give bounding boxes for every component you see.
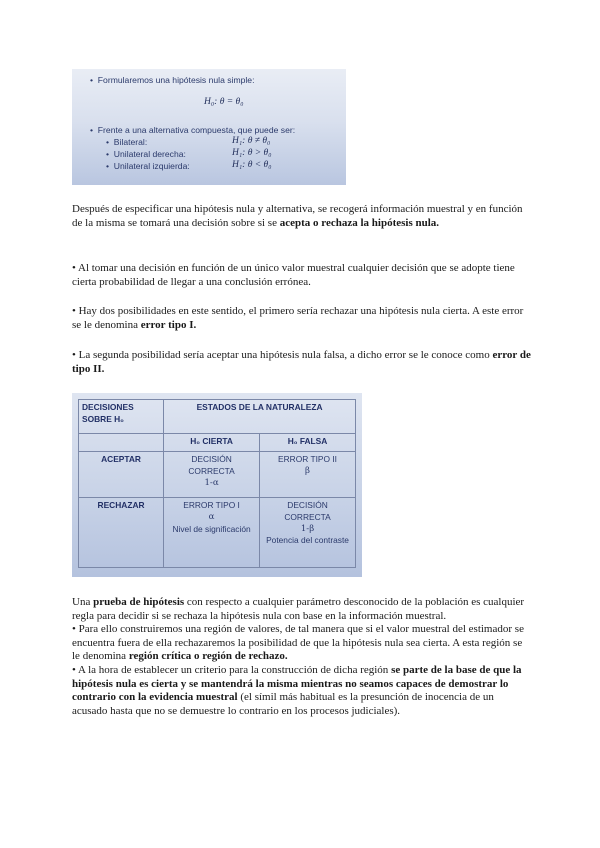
slide-bullet-2: • Frente a una alternativa compuesta, que puede ser: bbox=[90, 125, 296, 135]
paragraph-error-type-1: • Hay dos posibilidades en este sentido, el primero sería rechazar una hipótesis nula cierta. A este error se le denomina error tipo I. bbox=[72, 305, 524, 331]
paragraph-intro: Después de especificar una hipótesis nula y alternativa, se recogerá información muestral y en función de la misma se tomará una decisión sobre si se acepta o rechaza la hipótesis nula. bbox=[72, 203, 523, 229]
slide-alt-right-formula: H₁: θ > θ₀ bbox=[232, 148, 272, 158]
hypothesis-slide-image bbox=[72, 69, 346, 185]
paragraph-error-type-2: • La segunda posibilidad sería aceptar una hipótesis nula falsa, a dicho error se le conoce como error de tipo II. bbox=[72, 349, 531, 375]
slide-alt-left-formula: H₁: θ < θ₀ bbox=[232, 160, 272, 170]
slide-alt-bilateral-formula: H₁: θ ≠ θ₀ bbox=[232, 136, 271, 146]
table-row-accept-label: ACEPTAR bbox=[79, 452, 164, 498]
table-cell-reject-false: DECISIÓN CORRECTA 1-β Potencia del contraste bbox=[260, 498, 356, 568]
table-corner-header: DECISIONES SOBRE H₀ bbox=[79, 400, 164, 434]
slide-formula-h0: H₀: θ = θ₀ bbox=[204, 97, 244, 107]
slide-bullet-1: • Formularemos una hipótesis nula simple: bbox=[90, 75, 255, 85]
table-cell-accept-true: DECISIÓN CORRECTA 1-α bbox=[164, 452, 260, 498]
slide-alt-bilateral-label: • Bilateral: bbox=[106, 137, 148, 147]
table-states-header: ESTADOS DE LA NATURALEZA bbox=[164, 400, 356, 434]
table-col-h0-false: H₀ FALSA bbox=[260, 434, 356, 452]
paragraph-single-sample: • Al tomar una decisión en función de un único valor muestral cualquier decisión que se adopte tiene cierta probabilidad de llegar a una conclusión errónea. bbox=[72, 262, 515, 288]
table-col-h0-true: H₀ CIERTA bbox=[164, 434, 260, 452]
table-row-reject-label: RECHAZAR bbox=[79, 498, 164, 568]
table-empty-cell bbox=[79, 434, 164, 452]
paragraph-hypothesis-test: Una prueba de hipótesis con respecto a cualquier parámetro desconocido de la población es cualquier regla para decidir si se rechaza la hipótesis nula con base en la información muestral. • Para ello construiremos una región de valores, de tal manera que si el valor muestral del estimador se encuentra fuera de ella rechazaremos la posibilidad de que la hipótesis nula sea cierta. A esta región se le denomina región crítica o región de rechazo. • A la hora de establecer un criterio para la construcción de dicha región se parte de la base de que la hipótesis nula es cierta y se mantendrá la misma mientras no seamos capaces de demostrar lo contrario con la evidencia muestral (el símil más habitual es la presunción de inocencia de un acusado hasta que no se demuestre lo contrario en los procesos judiciales). bbox=[72, 596, 525, 717]
decision-table bbox=[78, 399, 356, 568]
slide-alt-right-label: • Unilateral derecha: bbox=[106, 149, 186, 159]
table-cell-accept-false: ERROR TIPO II β bbox=[260, 452, 356, 498]
decision-table-image bbox=[72, 393, 362, 577]
slide-alt-left-label: • Unilateral izquierda: bbox=[106, 161, 190, 171]
table-cell-reject-true: ERROR TIPO I α Nivel de significación bbox=[164, 498, 260, 568]
